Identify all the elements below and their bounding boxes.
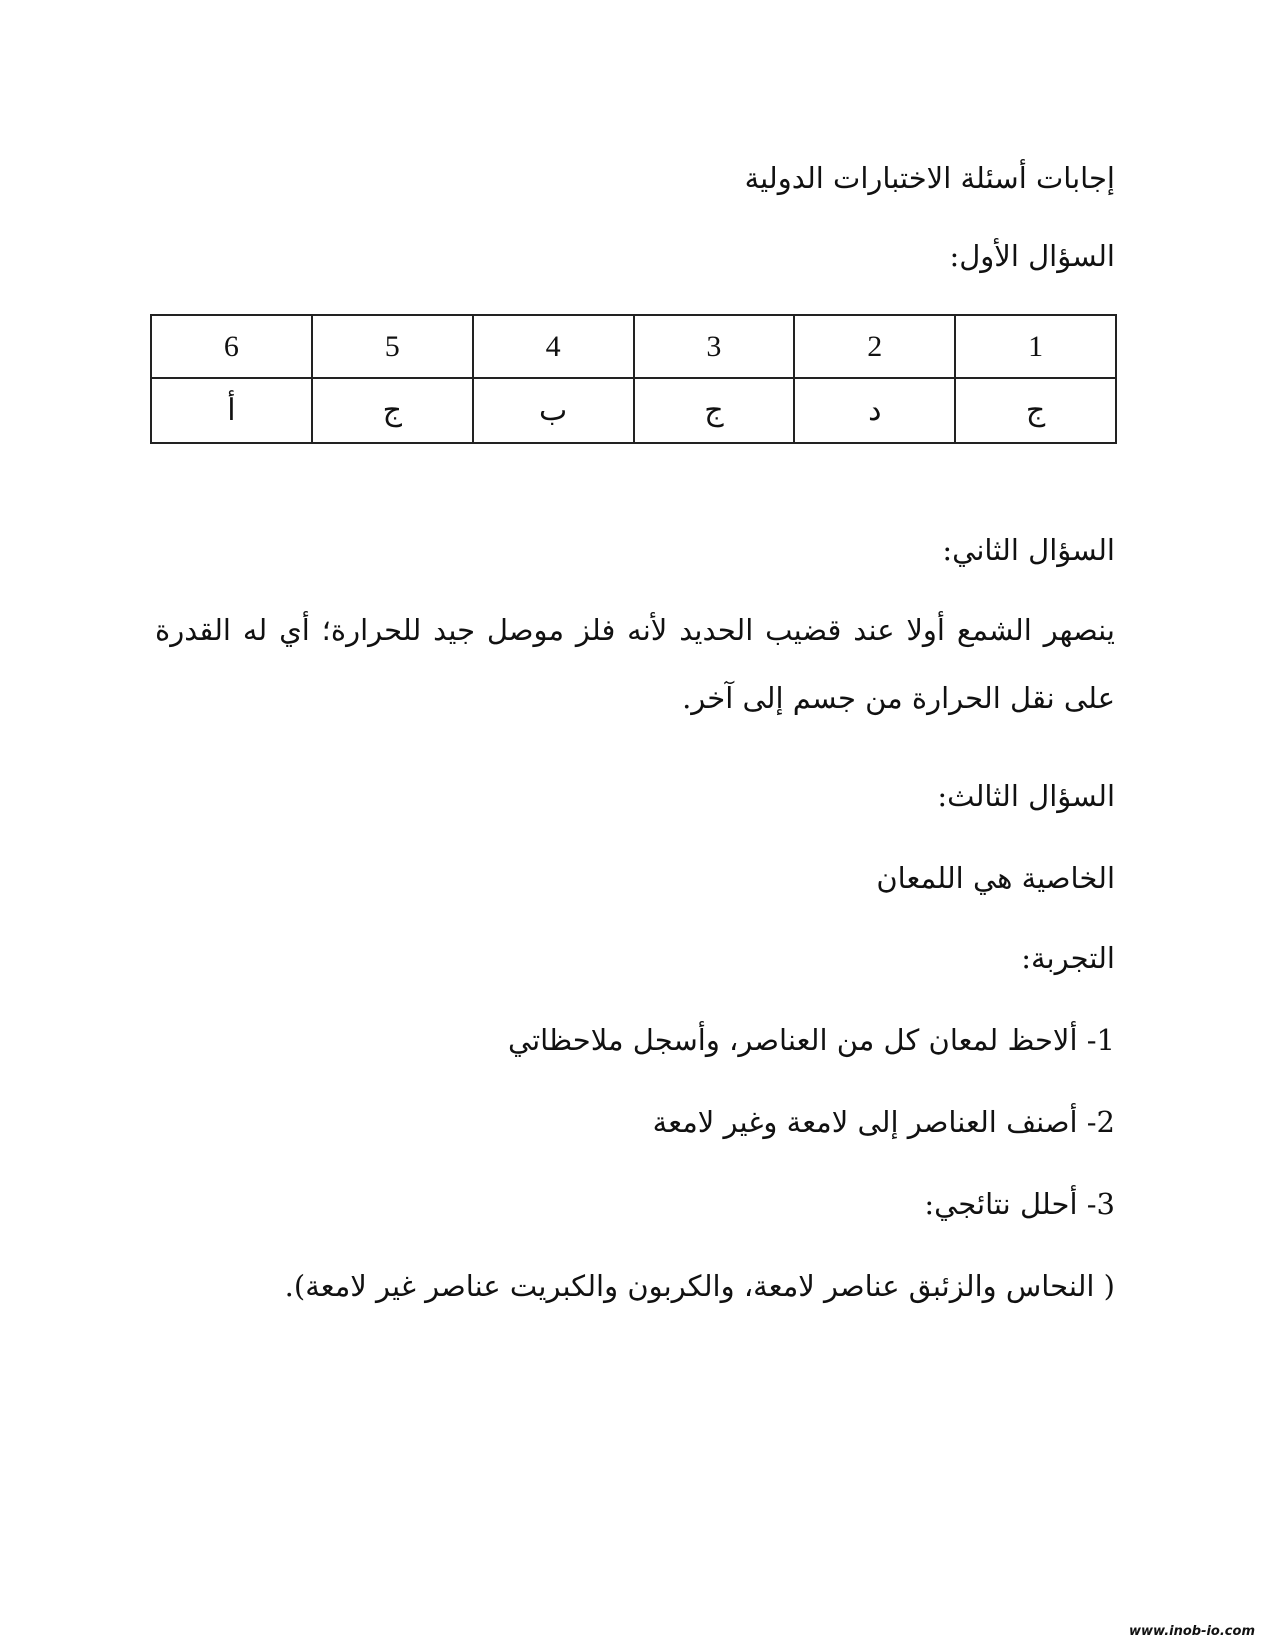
table-cell-number: 2	[794, 315, 955, 378]
experiment-step-2: 2- أصنف العناصر إلى لامعة وغير لامعة	[652, 1105, 1115, 1139]
question-1-heading: السؤال الأول:	[949, 239, 1115, 273]
table-cell-answer: ب	[473, 378, 634, 443]
question-3-property: الخاصية هي اللمعان	[876, 861, 1115, 895]
experiment-step-1: 1- ألاحظ لمعان كل من العناصر، وأسجل ملاحظاتي	[507, 1023, 1115, 1057]
answer-table-answer-row	[151, 378, 1116, 443]
question-2-answer: ينصهر الشمع أولا عند قضيب الحديد لأنه فلز موصل جيد للحرارة؛ أي له القدرة على نقل الحرارة من جسم إلى آخر.	[155, 613, 1115, 715]
table-cell-number: 1	[955, 315, 1116, 378]
table-cell-number: 6	[151, 315, 312, 378]
footer-watermark: www.inob-io.com	[1129, 1624, 1255, 1639]
table-cell-answer: ج	[634, 378, 795, 443]
table-cell-number: 4	[473, 315, 634, 378]
table-cell-answer: د	[794, 378, 955, 443]
table-cell-answer: أ	[151, 378, 312, 443]
experiment-step-3: 3- أحلل نتائجي:	[924, 1187, 1115, 1221]
table-cell-answer: ج	[955, 378, 1116, 443]
answer-table-number-row	[151, 315, 1116, 378]
question-2-heading: السؤال الثاني:	[942, 533, 1115, 567]
experiment-result: ( النحاس والزئبق عناصر لامعة، والكربون والكبريت عناصر غير لامعة).	[284, 1269, 1115, 1303]
table-cell-number: 5	[312, 315, 473, 378]
table-cell-number: 3	[634, 315, 795, 378]
answer-table	[150, 314, 1117, 444]
question-3-heading: السؤال الثالث:	[937, 779, 1115, 813]
table-cell-answer: ج	[312, 378, 473, 443]
experiment-label: التجربة:	[1021, 941, 1115, 975]
document-title: إجابات أسئلة الاختبارات الدولية	[744, 161, 1115, 195]
